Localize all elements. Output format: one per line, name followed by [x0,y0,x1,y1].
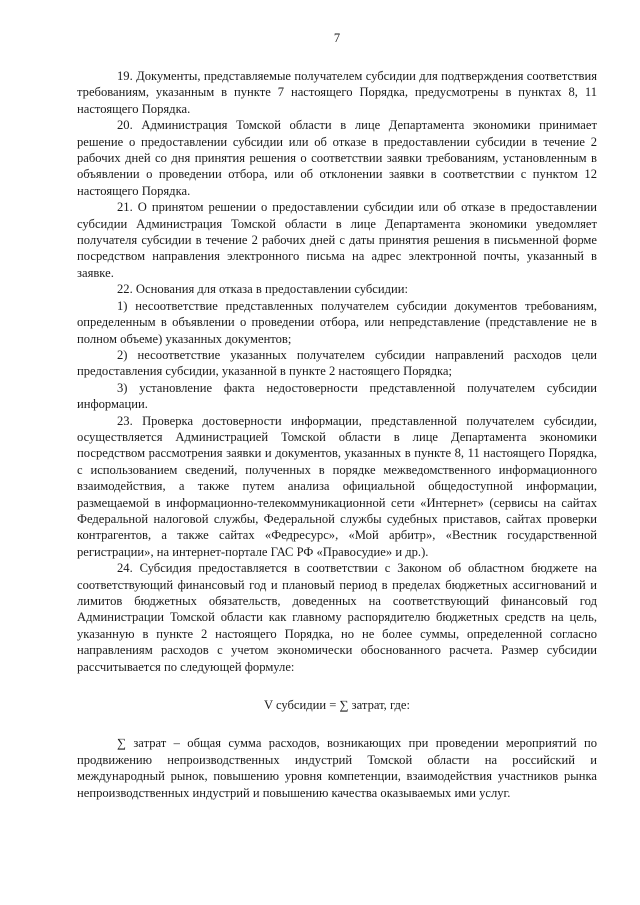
list-item-22-1: 1) несоответствие представленных получателем субсидии документов требованиям, определенным в объявлении о проведении отбора, или непредставление (представление не в полном объеме) указанных документов; [77,298,597,346]
list-item-22-2: 2) несоответствие указанных получателем субсидии направлений расходов цели предоставления субсидии, указанной в пункте 2 настоящего Порядка; [77,347,597,379]
paragraph-23: 23. Проверка достоверности информации, представленной получателем субсидии, осуществляется Администрацией Томской области в лице Департамента экономики посредством рассмотрения заявки и документов, указанных в пункте 8, 11 настоящего Порядка, с использованием сведений, полученных в порядке межведомственного информационного взаимодействия, а также путем анализа официальной общедоступной информации, размещаемой в информационно-телекоммуникационной сети «Интернет» (сервисы на сайтах Федеральной налоговой службы, Федеральной службы судебных приставов, сайтах проверки контрагентов, а также сайтах «Федресурс», «Мой арбитр», «Вестник государственной регистрации», на интернет-портале ГАС РФ «Правосудие» и др.). [77,413,597,559]
paragraph-22: 22. Основания для отказа в предоставлении субсидии: [117,282,409,297]
paragraph-20: 20. Администрация Томской области в лице Департамента экономики принимает решение о предоставлении субсидии или об отказе в предоставлении субсидии в течение 2 рабочих дней со дня принятия решения о соответствии заявки требованиям, установленным в объявлении о проведении отбора, или об отклонении заявки в соответствии с пунктом 12 настоящего Порядка. [77,118,597,198]
subsidy-formula: V субсидии = ∑ затрат, где: [263,698,411,713]
paragraph-19: 19. Документы, представляемые получателем субсидии для подтверждения соответствия требованиям, указанным в пункте 7 настоящего Порядка, предусмотрены в пунктах 8, 11 настоящего Порядка. [77,69,597,116]
list-item-22-3: 3) установление факта недостоверности представленной получателем субсидии информации. [77,380,597,412]
document-page [77,30,597,801]
paragraph-24: 24. Субсидия предоставляется в соответствии с Законом об областном бюджете на соответствующий финансовый год и плановый период в пределах бюджетных ассигнований и лимитов бюджетных обязательств, доведенных на соответствующий финансовый год Администрации Томской области как главному распорядителю бюджетных средств на цель, указанную в пункте 2 настоящего Порядка, но не более суммы, определенной согласно направлениям расходов с учетом экономически обоснованного расчета. Размер субсидии рассчитывается по следующей формуле: [77,561,597,674]
paragraph-21: 21. О принятом решении о предоставлении субсидии или об отказе в предоставлении субсидии Администрация Томской области в лице Департамента экономики уведомляет получателя субсидии в течение 2 рабочих дней с даты принятия решения в письменной форме посредством направления электронного письма на адрес электронной почты, указанный в заявке. [77,200,597,280]
page-number: 7 [333,31,341,45]
formula-explanation: ∑ затрат – общая сумма расходов, возникающих при проведении мероприятий по продвижению непроизводственных индустрий Томской области на российский и международный рынок, повышению уровня компетенции, взаимодействия участников рынка непроизводственных индустрий и повышению качества оказываемых ими услуг. [77,736,597,800]
